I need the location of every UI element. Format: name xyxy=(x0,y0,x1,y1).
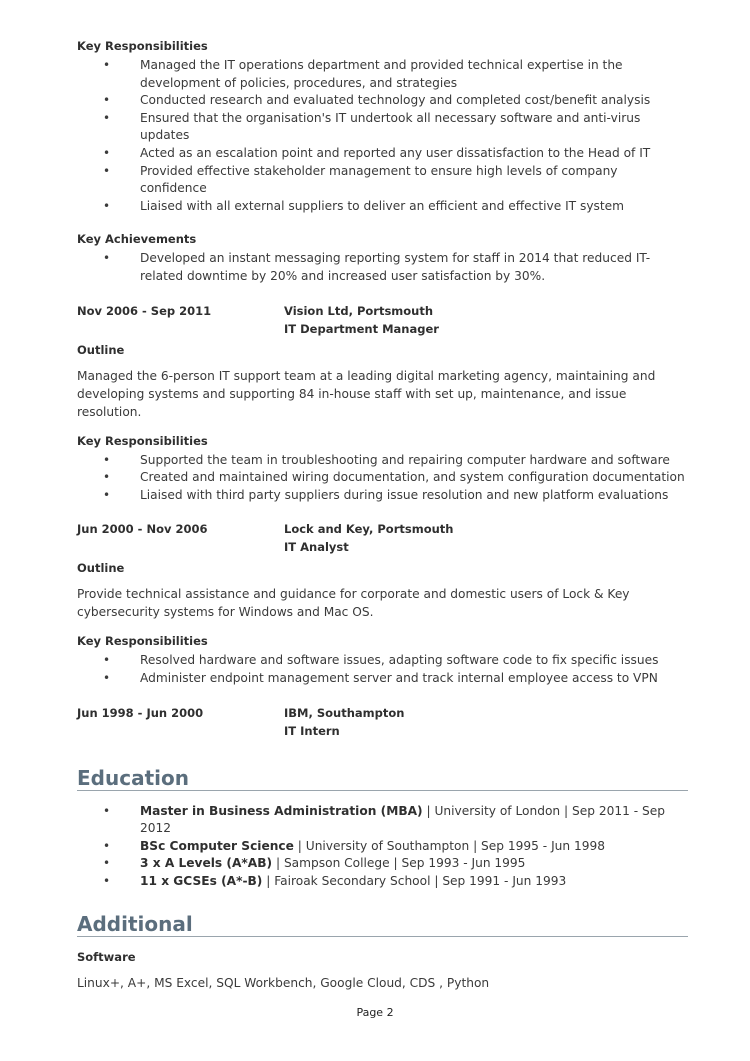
job-company: IBM, Southampton xyxy=(284,705,405,720)
list-item: • Administer endpoint management server and track internal employee access to VPN xyxy=(103,670,658,685)
additional-heading: Additional xyxy=(77,912,688,937)
key-responsibilities-heading: Key Responsibilities xyxy=(77,634,208,649)
outline-text: Provide technical assistance and guidance for corporate and domestic users of Lock & Key cybersecurity systems for Windows and Mac OS. xyxy=(77,587,630,620)
list-item: • Managed the IT operations department and provided technical expertise in the development of policies, procedures, and strategies xyxy=(103,58,623,90)
job-header xyxy=(77,520,688,556)
responsibilities-list xyxy=(77,652,688,687)
education-heading: Education xyxy=(77,766,688,791)
job-header xyxy=(77,302,688,338)
education-list xyxy=(77,803,688,891)
resume-page-2 xyxy=(77,38,688,992)
outline-text: Managed the 6-person IT support team at a leading digital marketing agency, maintaining and developing systems and supporting 84 in-house staff with set up, maintenance, and issue resolution. xyxy=(77,368,656,419)
outline-heading: Outline xyxy=(77,342,125,357)
list-item: • Ensured that the organisation's IT undertook all necessary software and anti-virus updates xyxy=(103,110,641,143)
job-dates: Jun 2000 - Nov 2006 xyxy=(77,522,208,537)
achievements-list xyxy=(77,250,688,285)
job-title: IT Department Manager xyxy=(284,321,439,336)
outline-heading: Outline xyxy=(77,561,125,576)
list-item: • Resolved hardware and software issues, adapting software code to fix specific issues xyxy=(103,653,659,668)
list-item: • 11 x GCSEs (A*-B) | Fairoak Secondary School | Sep 1991 - Jun 1993 xyxy=(103,873,567,888)
list-item: • Liaised with third party suppliers during issue resolution and new platform evaluations xyxy=(103,487,669,502)
key-responsibilities-heading: Key Responsibilities xyxy=(77,433,208,448)
responsibilities-list xyxy=(77,452,688,505)
list-item: • Supported the team in troubleshooting and repairing computer hardware and software xyxy=(103,452,670,467)
list-item: • Developed an instant messaging reporting system for staff in 2014 that reduced IT-related downtime by 20% and increased user satisfaction by 30%. xyxy=(103,251,651,283)
job-title: IT Analyst xyxy=(284,540,349,555)
list-item: • Liaised with all external suppliers to deliver an efficient and effective IT system xyxy=(103,198,625,213)
page-number: Page 2 xyxy=(356,1006,394,1019)
list-item: • Acted as an escalation point and reported any user dissatisfaction to the Head of IT xyxy=(103,145,651,160)
job-company: Lock and Key, Portsmouth xyxy=(284,522,454,537)
software-heading: Software xyxy=(77,950,136,965)
responsibilities-list xyxy=(77,57,688,215)
job-dates: Jun 1998 - Jun 2000 xyxy=(77,705,204,720)
key-responsibilities-heading: Key Responsibilities xyxy=(77,39,208,53)
list-item: • 3 x A Levels (A*AB) | Sampson College | Sep 1993 - Jun 1995 xyxy=(103,856,526,871)
list-item: • BSc Computer Science | University of Southampton | Sep 1995 - Jun 1998 xyxy=(103,838,606,853)
job-dates: Nov 2006 - Sep 2011 xyxy=(77,303,212,318)
job-title: IT Intern xyxy=(284,723,340,738)
job-header xyxy=(77,704,688,740)
software-list: Linux+, A+, MS Excel, SQL Workbench, Google Cloud, CDS , Python xyxy=(77,976,490,991)
job-company: Vision Ltd, Portsmouth xyxy=(284,303,434,318)
list-item: • Conducted research and evaluated technology and completed cost/benefit analysis xyxy=(103,93,651,108)
key-achievements-heading: Key Achievements xyxy=(77,232,197,247)
list-item: • Provided effective stakeholder management to ensure high levels of company confidence xyxy=(103,163,618,196)
list-item: • Created and maintained wiring documentation, and system configuration documentation xyxy=(103,470,685,485)
list-item: • Master in Business Administration (MBA) | University of London | Sep 2011 - Sep 2012 xyxy=(103,803,665,836)
